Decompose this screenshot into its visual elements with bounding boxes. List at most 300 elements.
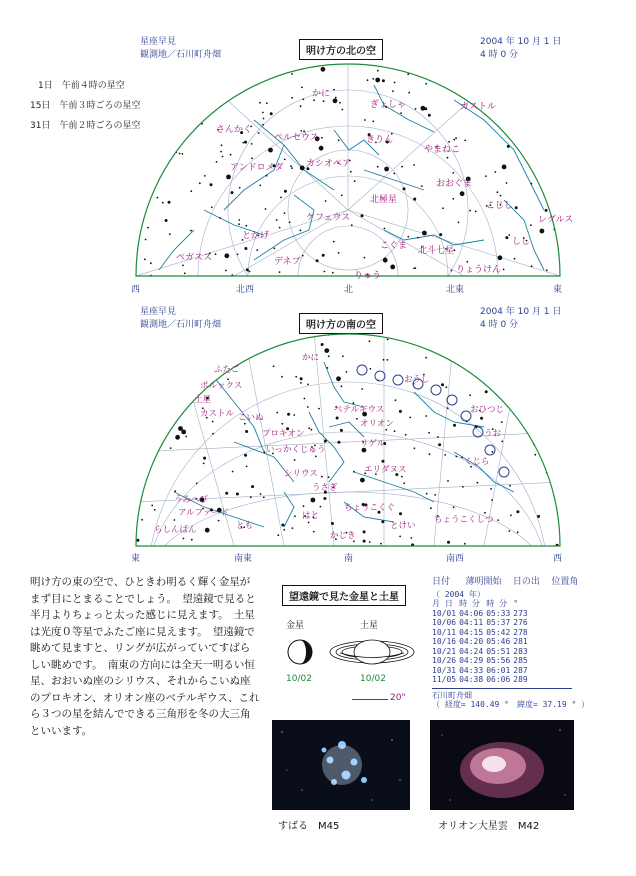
- star-dot: [548, 371, 550, 373]
- star-dot: [415, 339, 418, 342]
- star-dot: [480, 417, 483, 420]
- star-dot: [364, 119, 366, 121]
- star-dot: [231, 191, 234, 194]
- star-dot: [250, 496, 252, 498]
- star-dot: [307, 384, 309, 386]
- table-row: 10/11 04:15 05:42 278: [432, 627, 528, 637]
- north-time: 4 時 0 分: [480, 50, 519, 60]
- saturn-date: 10/02: [360, 674, 386, 684]
- star-dot: [491, 499, 493, 501]
- star-dot: [134, 354, 136, 356]
- star-dot: [503, 269, 505, 271]
- star-dot: [417, 237, 419, 239]
- north-title: 明け方の北の空: [299, 39, 383, 60]
- star-dot: [387, 339, 389, 341]
- legend-day31: 31日 午前２時ごろの星空: [30, 121, 141, 131]
- star-dot: [222, 156, 224, 158]
- star-dot: [377, 166, 379, 168]
- star-dot: [484, 512, 486, 514]
- star-dot: [277, 534, 279, 536]
- star-dot: [324, 271, 326, 273]
- star-dot: [190, 190, 192, 192]
- star-dot: [260, 493, 262, 495]
- star-dot: [439, 233, 442, 236]
- star-dot: [509, 485, 511, 487]
- star-dot: [169, 233, 171, 235]
- star-dot: [540, 146, 542, 148]
- star-dot: [341, 195, 343, 197]
- south-dir-west: 西: [553, 554, 563, 564]
- label-deneb: デネブ: [274, 257, 301, 267]
- star-dot: [186, 74, 191, 79]
- star-dot: [494, 98, 496, 100]
- star-dot: [242, 142, 244, 144]
- star-dot: [186, 337, 188, 339]
- star-dot: [430, 77, 432, 79]
- star-dot: [451, 270, 453, 272]
- label-kojishi: こじし: [486, 201, 514, 211]
- label-ryoken: りょうけん: [456, 265, 502, 275]
- star-dot: [272, 334, 274, 336]
- star-dot: [413, 198, 416, 201]
- star-dot: [311, 429, 313, 431]
- star-dot: [353, 471, 355, 473]
- star-dot: [395, 399, 397, 401]
- star-dot: [325, 200, 327, 202]
- star-dot: [508, 234, 510, 236]
- label-kujira: くじら: [464, 457, 490, 467]
- star-dot: [184, 272, 186, 274]
- star-dot: [134, 109, 136, 111]
- star-dot: [207, 338, 209, 340]
- star-dot: [141, 519, 143, 521]
- star-dot: [262, 124, 264, 126]
- star-dot: [179, 368, 181, 370]
- star-dot: [452, 198, 454, 200]
- star-dot: [540, 229, 545, 234]
- south-dir-east: 東: [131, 554, 141, 564]
- label-tokage: とかげ: [242, 231, 270, 241]
- star-dot: [170, 447, 172, 449]
- star-dot: [401, 476, 403, 478]
- star-dot: [153, 94, 155, 96]
- col-date: 日付: [432, 577, 451, 587]
- star-dot: [520, 136, 522, 138]
- star-dot: [439, 66, 442, 69]
- star-dot: [137, 427, 139, 429]
- col-sunrise: 日の出: [512, 577, 540, 587]
- star-dot: [421, 106, 426, 111]
- label-pegasus: ペガスス: [176, 253, 213, 263]
- star-dot: [142, 474, 144, 476]
- star-dot: [315, 456, 317, 458]
- star-dot: [251, 485, 254, 488]
- table-row: 11/05 04:38 06:06 289: [432, 675, 528, 684]
- star-dot: [158, 419, 160, 421]
- star-dot: [175, 435, 180, 440]
- star-dot: [552, 61, 554, 63]
- star-dot: [421, 185, 423, 187]
- star-dot: [550, 123, 552, 125]
- star-dot: [263, 66, 265, 68]
- sub-date: 月 日: [432, 599, 453, 608]
- star-dot: [184, 89, 186, 91]
- star-dot: [183, 80, 185, 82]
- star-dot: [145, 178, 148, 181]
- star-dot: [170, 97, 172, 99]
- star-dot: [407, 236, 409, 238]
- star-dot: [517, 130, 520, 133]
- star-dot: [385, 429, 387, 431]
- star-dot: [244, 247, 247, 250]
- star-dot: [452, 172, 454, 174]
- star-dot: [246, 466, 248, 468]
- star-dot: [514, 331, 516, 333]
- north-header-app: 星座早見: [140, 37, 177, 47]
- star-dot: [162, 87, 164, 89]
- label-shishi: しし: [512, 237, 531, 247]
- label-betelgeuse: ペテルギウス: [334, 405, 385, 415]
- star-dot: [262, 343, 264, 345]
- star-dot: [204, 79, 207, 82]
- label-regulus: レグルス: [538, 215, 574, 225]
- label-futago: ふたご: [214, 365, 240, 375]
- star-dot: [178, 426, 183, 431]
- table-row: 10/26 04:29 05:56 285: [432, 656, 528, 665]
- star-dot: [548, 164, 551, 167]
- star-dot: [469, 210, 471, 212]
- pleiades-photo: [272, 720, 410, 810]
- star-dot: [256, 249, 258, 251]
- table-year: （ 2004 年）: [432, 589, 485, 599]
- star-dot: [550, 335, 552, 337]
- star-dot: [425, 357, 427, 359]
- south-sky-chart: [134, 332, 562, 552]
- star-dot: [301, 87, 303, 89]
- star-dot: [531, 183, 533, 185]
- star-dot: [203, 457, 206, 460]
- star-dot: [156, 395, 159, 398]
- label-procyon: プロキオン: [262, 429, 305, 439]
- star-dot: [384, 257, 386, 259]
- star-dot: [230, 360, 232, 362]
- star-dot: [422, 231, 427, 236]
- star-dot: [482, 71, 484, 73]
- star-dot: [337, 441, 340, 444]
- star-dot: [515, 206, 518, 209]
- sub-sunrise: 時 分: [486, 599, 508, 608]
- star-dot: [313, 531, 315, 533]
- star-dot: [343, 60, 345, 62]
- star-dot: [182, 265, 184, 267]
- star-dot: [342, 355, 344, 357]
- south-dir-south: 南: [344, 554, 354, 564]
- star-dot: [429, 453, 431, 455]
- star-dot: [414, 447, 416, 449]
- label-cassiopeia: カシオペア: [306, 159, 352, 169]
- star-dot: [185, 436, 187, 438]
- south-time: 4 時 0 分: [480, 320, 519, 330]
- star-dot: [447, 541, 450, 544]
- star-dot: [159, 398, 161, 400]
- star-dot: [485, 175, 487, 177]
- star-dot: [219, 217, 221, 219]
- star-dot: [403, 482, 405, 484]
- south-header-location: 観測地／石川町舟畑: [140, 320, 222, 330]
- star-dot: [464, 140, 466, 142]
- north-sky-chart: [134, 60, 574, 282]
- label-ohitsuji: おひつじ: [470, 405, 505, 415]
- star-dot: [340, 429, 343, 432]
- star-dot: [253, 82, 255, 84]
- star-dot: [531, 265, 533, 267]
- north-dir-west: 西: [131, 285, 141, 295]
- star-dot: [354, 180, 356, 182]
- star-dot: [407, 73, 409, 75]
- north-dir-east: 東: [553, 285, 563, 295]
- star-dot: [182, 153, 184, 155]
- table-row: 10/31 04:33 06:01 287: [432, 665, 528, 675]
- star-dot: [394, 430, 396, 432]
- orion-caption: オリオン大星雲 M42: [438, 821, 540, 832]
- star-dot: [270, 112, 273, 115]
- star-dot: [456, 456, 458, 458]
- star-dot: [142, 393, 144, 395]
- star-dot: [136, 395, 138, 397]
- star-dot: [554, 470, 559, 475]
- north-date: 2004 年 10 月 1 日: [480, 37, 562, 47]
- star-dot: [492, 451, 494, 453]
- star-dot: [154, 509, 156, 511]
- star-dot: [291, 167, 293, 169]
- label-chokokushitsu: ちょうこくしつ: [434, 515, 494, 525]
- star-dot: [156, 146, 158, 148]
- star-dot: [136, 539, 139, 542]
- star-dot: [300, 166, 305, 171]
- star-dot: [153, 117, 155, 119]
- saturn-icon: [330, 640, 414, 664]
- legend-day15: 15日 午前３時ごろの星空: [30, 101, 141, 111]
- star-dot: [303, 505, 305, 507]
- star-dot: [239, 187, 241, 189]
- star-dot: [536, 73, 538, 75]
- star-dot: [543, 414, 545, 416]
- north-constellation-lines: [159, 85, 544, 270]
- star-dot: [273, 365, 275, 367]
- star-dot: [413, 164, 415, 166]
- star-dot: [316, 259, 319, 262]
- star-dot: [266, 102, 268, 104]
- star-dot: [294, 515, 296, 517]
- star-dot: [307, 406, 309, 408]
- star-dot: [335, 97, 337, 99]
- label-oguma: おおぐま: [436, 179, 473, 189]
- star-dot: [225, 61, 227, 63]
- star-dot: [202, 106, 205, 109]
- star-dot: [205, 528, 210, 533]
- star-dot: [150, 262, 152, 264]
- star-dot: [210, 183, 213, 186]
- star-dot: [230, 84, 235, 89]
- label-saturn: 土星: [194, 395, 212, 405]
- star-dot: [149, 135, 151, 137]
- star-dot: [151, 505, 153, 507]
- star-dot: [212, 421, 214, 423]
- star-dot: [370, 368, 372, 370]
- star-dot: [382, 79, 385, 82]
- star-dot: [486, 97, 488, 99]
- star-dot: [438, 443, 441, 446]
- star-dot: [387, 359, 389, 361]
- star-dot: [174, 490, 176, 492]
- star-dot: [237, 82, 239, 84]
- star-dot: [393, 173, 395, 175]
- star-dot: [447, 407, 449, 409]
- star-dot: [483, 344, 485, 346]
- star-dot: [353, 402, 355, 404]
- star-dot: [476, 357, 478, 359]
- venus-label: 金星: [286, 621, 305, 631]
- star-dot: [384, 228, 386, 230]
- star-dot: [502, 165, 507, 170]
- star-dot: [338, 139, 340, 141]
- star-dot: [392, 90, 394, 92]
- star-dot: [324, 348, 329, 353]
- star-dot: [333, 98, 338, 103]
- star-dot: [430, 507, 432, 509]
- star-dot: [408, 92, 410, 94]
- star-dot: [296, 63, 298, 65]
- star-dot: [302, 255, 304, 257]
- star-dot: [399, 536, 401, 538]
- label-orion: オリオン: [360, 419, 394, 429]
- north-dir-northeast: 北東: [446, 285, 465, 295]
- label-alphard: アルファード: [178, 508, 229, 518]
- label-sankaku: さんかく: [216, 125, 253, 135]
- star-dot: [483, 97, 486, 100]
- star-dot: [259, 102, 261, 104]
- star-dot: [280, 197, 282, 199]
- star-dot: [461, 457, 463, 459]
- star-dot: [426, 493, 428, 495]
- star-dot: [263, 118, 265, 120]
- star-dot: [237, 254, 239, 256]
- star-dot: [249, 271, 251, 273]
- star-dot: [196, 483, 198, 485]
- star-dot: [289, 221, 291, 223]
- star-dot: [381, 520, 384, 523]
- col-twilight: 薄明開始: [465, 577, 502, 587]
- star-dot: [323, 100, 325, 102]
- star-dot: [144, 258, 146, 260]
- star-dot: [134, 124, 136, 126]
- star-dot: [511, 368, 513, 370]
- label-tomo: とも: [236, 521, 254, 531]
- label-castor: カストル: [460, 102, 497, 112]
- label-kani: かに: [312, 89, 331, 99]
- table-row: 10/01 04:06 05:33 273: [432, 608, 528, 618]
- star-dot: [360, 478, 365, 483]
- label-tokei: とけい: [390, 521, 416, 531]
- star-dot: [547, 334, 549, 336]
- star-dot: [460, 191, 465, 196]
- star-dot: [157, 197, 159, 199]
- star-dot: [184, 92, 186, 94]
- north-dir-north: 北: [344, 285, 354, 295]
- label-koguma: こぐま: [380, 241, 408, 251]
- star-dot: [217, 362, 219, 364]
- star-dot: [507, 145, 510, 148]
- star-dot: [350, 171, 352, 173]
- south-dir-southeast: 南東: [234, 554, 253, 564]
- star-dot: [251, 143, 253, 145]
- star-dot: [145, 239, 147, 241]
- star-dot: [332, 272, 334, 274]
- star-dot: [321, 137, 323, 139]
- star-dot: [216, 161, 218, 163]
- star-dot: [284, 159, 286, 161]
- star-dot: [528, 419, 530, 421]
- star-dot: [236, 493, 239, 496]
- star-dot: [227, 378, 229, 380]
- star-dot: [514, 68, 516, 70]
- star-dot: [188, 110, 193, 115]
- star-dot: [425, 83, 427, 85]
- star-dot: [215, 253, 217, 255]
- star-dot: [375, 62, 377, 64]
- star-dot: [290, 165, 292, 167]
- star-dot: [300, 377, 303, 380]
- star-dot: [428, 432, 430, 434]
- label-chokokugu: ちょうこくぐ: [344, 503, 396, 513]
- star-dot: [501, 421, 503, 423]
- star-dot: [268, 148, 273, 153]
- label-koinu: こいぬ: [238, 413, 264, 423]
- star-dot: [336, 376, 341, 381]
- label-rashinban: らしんばん: [154, 525, 197, 535]
- star-dot: [279, 227, 281, 229]
- star-dot: [336, 417, 339, 420]
- star-dot: [156, 366, 158, 368]
- label-ikkakuju: いっかくじゅう: [266, 445, 326, 455]
- star-dot: [232, 471, 234, 473]
- col-angle: 位置角: [551, 577, 579, 587]
- star-dot: [188, 123, 190, 125]
- star-dot: [294, 459, 296, 461]
- star-dot: [502, 392, 504, 394]
- star-dot: [403, 187, 406, 190]
- star-dot: [324, 440, 327, 443]
- label-ryu: りゅう: [354, 271, 382, 281]
- star-dot: [382, 460, 385, 463]
- star-dot: [238, 223, 240, 225]
- star-dot: [341, 385, 343, 387]
- star-dot: [466, 261, 468, 263]
- star-dot: [323, 497, 326, 500]
- star-dot: [265, 208, 267, 210]
- star-dot: [263, 497, 265, 499]
- star-dot: [369, 340, 371, 342]
- star-dot: [179, 153, 181, 155]
- star-dot: [140, 134, 142, 136]
- star-dot: [308, 522, 310, 524]
- star-dot: [428, 114, 431, 117]
- star-dot: [445, 386, 447, 388]
- table-location: 石川町舟畑: [432, 690, 472, 700]
- star-dot: [517, 531, 519, 533]
- star-dot: [165, 219, 168, 222]
- label-cepheus: ケフェウス: [306, 213, 351, 223]
